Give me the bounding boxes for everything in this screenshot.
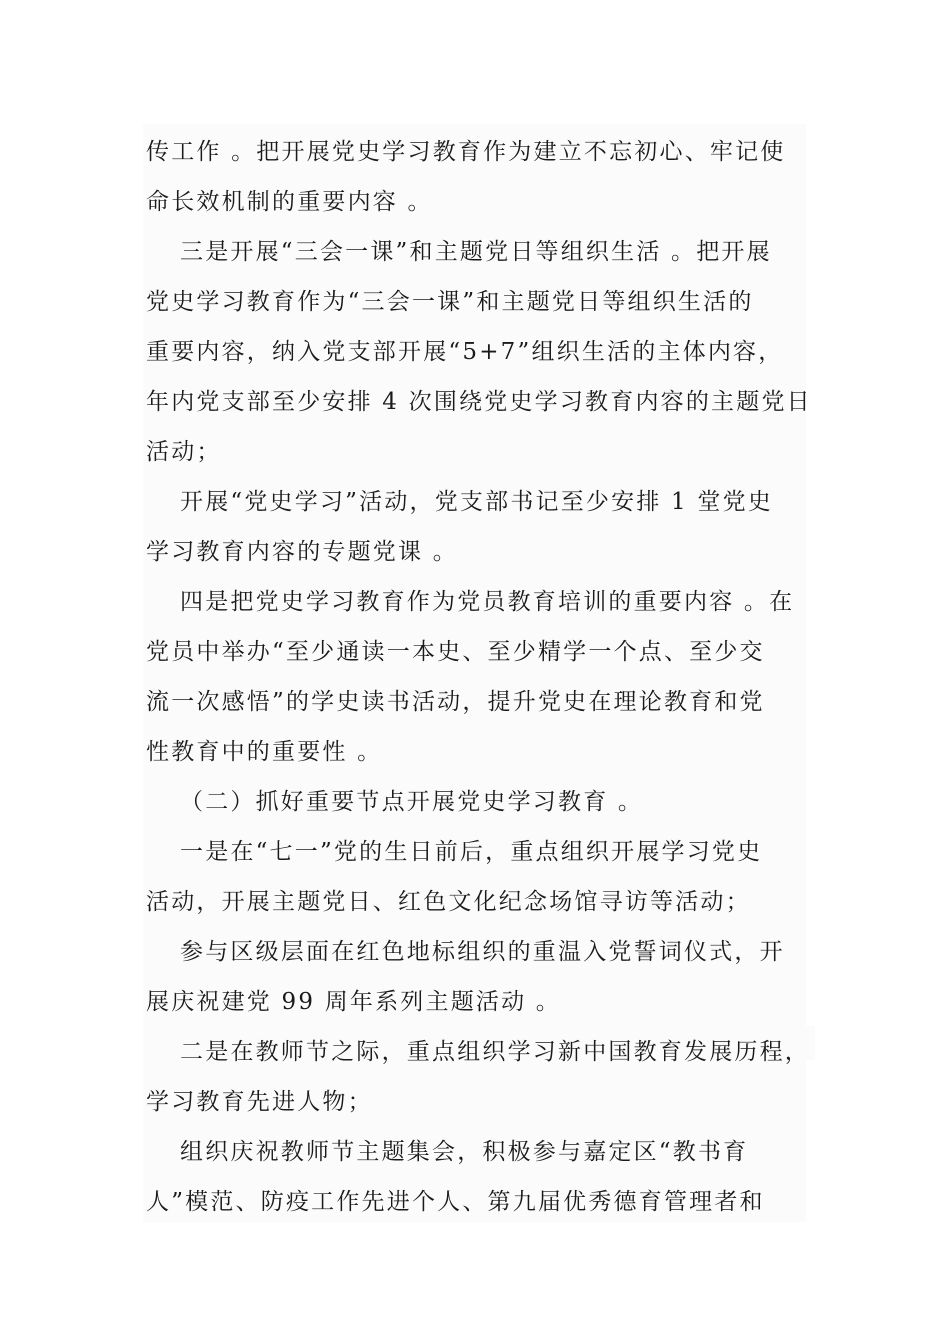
text-line: 性教育中的重要性 。 <box>146 739 383 765</box>
text-line: 重要内容，纳入党支部开展“5+7”组织生活的主体内容， <box>146 339 784 365</box>
text-line: 年内党支部至少安排 4 次围绕党史学习教育内容的主题党日 <box>146 389 812 415</box>
text-line: 党员中举办“至少通读一本史、至少精学一个点、至少交 <box>146 639 765 665</box>
text-line: 学习教育先进人物； <box>146 1089 373 1115</box>
section-heading: （二）抓好重要节点开展党史学习教育 。 <box>180 789 644 815</box>
text-line: 参与区级层面在红色地标组织的重温入党誓词仪式，开 <box>180 939 785 965</box>
text-line: 一是在“七一”党的生日前后，重点组织开展学习党史 <box>180 839 763 865</box>
text-line: 命长效机制的重要内容 。 <box>146 189 433 215</box>
text-line: 学习教育内容的专题党课 。 <box>146 539 458 565</box>
text-line: 二是在教师节之际，重点组织学习新中国教育发展历程， <box>180 1039 810 1065</box>
text-line: 展庆祝建党 99 周年系列主题活动 。 <box>146 989 561 1015</box>
text-line: 活动； <box>146 439 222 465</box>
text-line: 传工作 。把开展党史学习教育作为建立不忘初心、牢记使 <box>146 139 786 165</box>
text-line: 三是开展“三会一课”和主题党日等组织生活 。把开展 <box>180 239 772 265</box>
text-line: 人”模范、防疫工作先进个人、第九届优秀德育管理者和 <box>146 1189 765 1215</box>
text-line: 党史学习教育作为“三会一课”和主题党日等组织生活的 <box>146 289 754 315</box>
text-line: 四是把党史学习教育作为党员教育培训的重要内容 。在 <box>180 589 795 615</box>
text-line: 流一次感悟”的学史读书活动，提升党史在理论教育和党 <box>146 689 765 715</box>
text-line: 开展“党史学习”活动，党支部书记至少安排 1 堂党史 <box>180 489 773 515</box>
text-line: 活动，开展主题党日、红色文化纪念场馆寻访等活动； <box>146 889 751 915</box>
text-line: 组织庆祝教师节主题集会，积极参与嘉定区“教书育 <box>180 1139 749 1165</box>
